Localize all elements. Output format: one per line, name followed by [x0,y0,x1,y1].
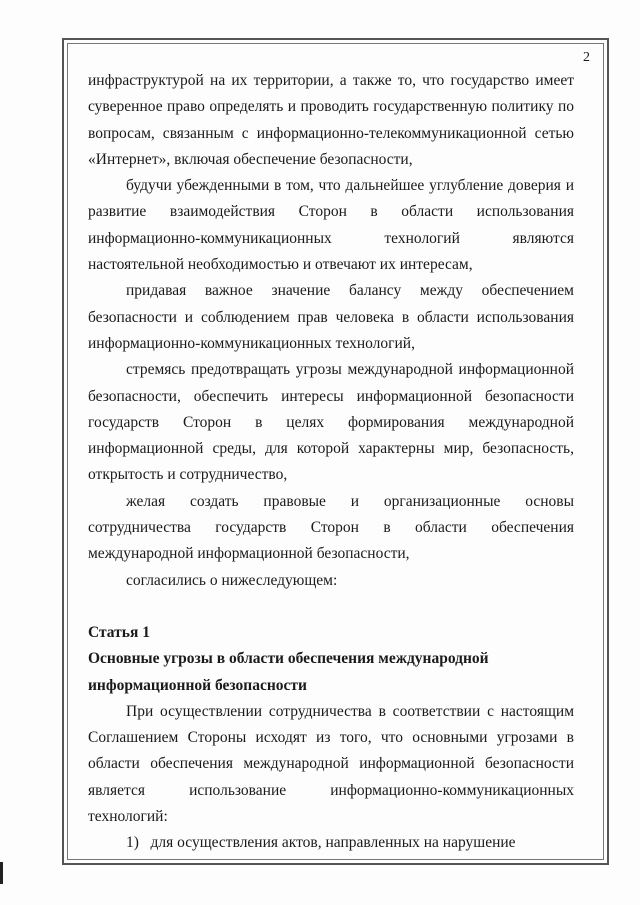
paragraph: стремясь предотвращать угрозы международной информационной безопасности, обеспечить интересы информационной безопасности государств Сторон в целях формирования международной информационной среды, для которой характерны мир, безопасность, открытость и сотрудничество, [88,361,574,484]
document-body [88,68,574,857]
scan-edge-mark [0,862,3,884]
paragraph: будучи убежденными в том, что дальнейшее углубление доверия и развитие взаимодействия Сторон в области использования информационно-коммуникационных технологий являются настоятельной необходимостью и отвечают их интересам, [88,177,574,274]
paragraph: При осуществлении сотрудничества в соответствии с настоящим Соглашением Стороны исходят из того, что основными угрозами в области обеспечения международной информационной безопасности является использование информационно-коммуникационных технологий: [88,702,574,826]
paragraph: желая создать правовые и организационные основы сотрудничества государств Сторон в области обеспечения международной информационной безопасности, [88,492,574,563]
article-title-line2: информационной безопасности [88,676,307,694]
paragraph: придавая важное значение балансу между обеспечением безопасности и соблюдением прав человека в области использования информационно-коммуникационных технологий, [88,282,574,352]
article-title-line1: Основные угрозы в области обеспечения международной [88,650,489,668]
article-number: Статья 1 [88,623,150,641]
spacer [88,594,574,620]
paragraph: инфраструктурой на их территории, а также то, что государство имеет суверенное право определять и проводить государственную политику по вопросам, связанным с информационно-телекоммуникационной сетью «Интернет», включая обеспечение безопасности, [88,72,574,168]
list-item: 1) для осуществления актов, направленных на нарушение [126,834,516,852]
page-number: 2 [583,50,590,65]
paragraph: согласились о нижеследующем: [126,571,338,589]
